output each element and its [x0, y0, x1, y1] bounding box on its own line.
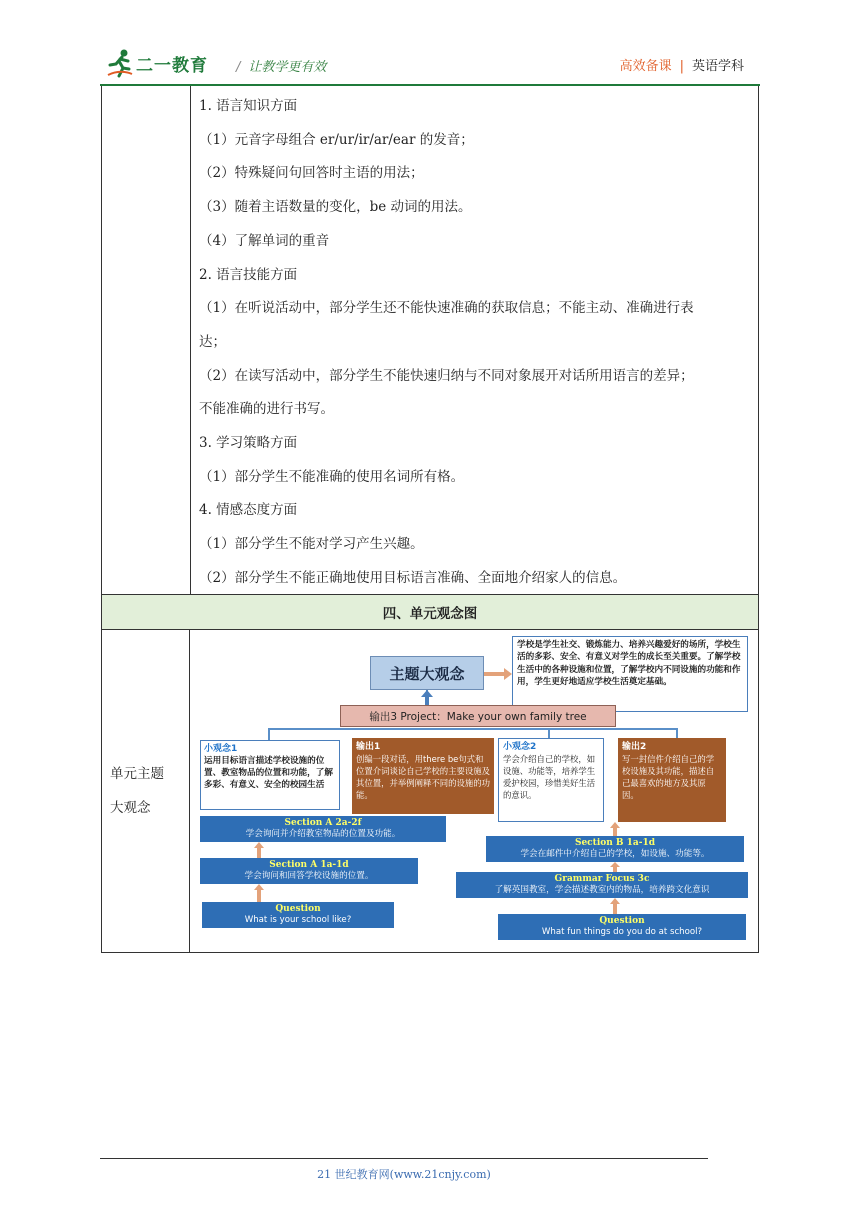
minor1-text: 运用目标语言描述学校设施的位置、教室物品的位置和功能，了解多彩、有意义、安全的校园生活 — [204, 756, 333, 790]
secB1-title: Section B 1a-1d — [574, 838, 656, 848]
qR-text: What fun things do you do at school? — [541, 927, 703, 937]
minor2-title: 小观念2 — [503, 742, 537, 752]
analysis-line: （1）部分学生不能准确的使用名词所有格。 — [199, 468, 465, 485]
logo-text: 二一教育 — [136, 55, 208, 76]
out2-text: 写一封信件介绍自己的学校设施及其功能，描述自己最喜欢的地方及其原因。 — [622, 754, 715, 800]
arrow-up-icon — [254, 842, 264, 858]
grammar-focus-3c — [456, 872, 748, 898]
out1-text: 创编一段对话，用there be句式和位置介词谈论自己学校的主要设施及其位置，并举例阐释不同的设施的功能。 — [356, 754, 490, 800]
header-subject — [620, 55, 744, 74]
out2-title: 输出2 — [622, 742, 647, 752]
minor-concept-2 — [498, 738, 604, 822]
arrow-right-icon — [484, 668, 512, 680]
analysis-line: （4）了解单词的重音 — [199, 232, 330, 249]
analysis-line: 不能准确的进行书写。 — [199, 401, 334, 418]
concept-label-cell — [102, 630, 190, 952]
concept-map-row — [101, 630, 759, 953]
summary-box: 学校是学生社交、锻炼能力、培养兴趣爱好的场所，学校生活的多彩、安全、有意义对学生的成长至关重要。了解学校生活中的各种设施和位置，了解学校内不同设施的功能和作用，学生更好地适应学校生活奠定基础。 — [512, 636, 748, 712]
footer-divider — [100, 1158, 708, 1159]
analysis-line: （3）随着主语数量的变化，be 动词的用法。 — [199, 199, 472, 216]
arrow-up-icon — [610, 822, 620, 836]
theme-box: 主题大观念 — [370, 656, 484, 690]
section-a-2a-2f — [200, 816, 446, 842]
secA2-title: Section A 2a-2f — [284, 818, 362, 828]
concept-map-cell — [190, 630, 758, 952]
analysis-line: 4. 情感态度方面 — [199, 502, 298, 519]
concept-map-diagram — [198, 632, 754, 938]
out1-title: 输出1 — [356, 742, 381, 752]
analysis-line: （1）部分学生不能对学习产生兴趣。 — [199, 536, 424, 553]
footer-text: 21 世纪教育网(www.21cnjy.com) — [317, 1168, 491, 1181]
question-left — [202, 902, 394, 928]
qL-text: What is your school like? — [244, 915, 352, 925]
analysis-line: 达； — [199, 333, 226, 350]
analysis-line: （2）在读写活动中，部分学生不能快速归纳与不同对象展开对话所用语言的差异； — [199, 367, 694, 384]
gF-title: Grammar Focus 3c — [554, 874, 650, 884]
qR-title: Question — [599, 916, 645, 926]
connector-line — [268, 728, 678, 730]
logo — [106, 48, 208, 78]
minor1-title: 小观念1 — [204, 744, 238, 754]
output-1 — [352, 738, 494, 814]
concept-label-line2: 大观念 — [110, 800, 151, 816]
concept-label-line1: 单元主题 — [110, 766, 164, 782]
section-title: 四、单元观念图 — [382, 606, 478, 622]
qL-title: Question — [275, 904, 321, 914]
arrow-up-icon — [254, 884, 264, 902]
arrow-up-icon — [421, 690, 433, 706]
analysis-line: （1）元音字母组合 er/ur/ir/ar/ear 的发音； — [199, 131, 474, 148]
analysis-line: （2）特殊疑问句回答时主语的用法； — [199, 165, 424, 182]
slogan: / 让教学更有效 — [236, 60, 327, 75]
analysis-content — [191, 86, 758, 594]
slogan-text: 让教学更有效 — [248, 60, 327, 75]
lesson-table — [101, 86, 759, 953]
output-2 — [618, 738, 726, 822]
secA2-text: 学会询问并介绍教室物品的位置及功能。 — [245, 829, 401, 839]
header-subject-name: 英语学科 — [691, 59, 744, 74]
section-title-row — [101, 595, 759, 630]
secA1-text: 学会询问和回答学校设施的位置。 — [244, 871, 374, 881]
runner-logo-icon — [106, 48, 134, 78]
page-header — [100, 44, 760, 84]
minor2-text: 学会介绍自己的学校，如设施、功能等，培养学生爱护校园，珍惜美好生活的意识。 — [503, 754, 596, 800]
section-a-1a-1d — [200, 858, 418, 884]
connector-line — [268, 728, 270, 740]
minor-concept-1 — [200, 740, 340, 810]
analysis-line: 1. 语言知识方面 — [199, 98, 298, 114]
question-right — [498, 914, 746, 940]
analysis-label-cell — [102, 86, 191, 594]
header-separator: | — [679, 59, 684, 74]
gF-text: 了解英国教室，学会描述教室内的物品，培养跨文化意识 — [494, 885, 710, 895]
arrow-up-icon — [610, 898, 620, 914]
analysis-line: （1）在听说活动中，部分学生还不能快速准确的获取信息；不能主动、准确进行表 — [199, 300, 694, 317]
analysis-row — [101, 86, 759, 595]
arrow-up-icon — [610, 862, 620, 872]
section-b-1a-1d — [486, 836, 744, 862]
analysis-line: （2）部分学生不能正确地使用目标语言准确、全面地介绍家人的信息。 — [199, 569, 627, 586]
analysis-line: 3. 学习策略方面 — [199, 435, 298, 452]
secB1-text: 学会在邮件中介绍自己的学校，如设施、功能等。 — [520, 849, 710, 859]
header-tag: 高效备课 — [619, 59, 672, 74]
connector-line — [548, 728, 550, 738]
secA1-title: Section A 1a-1d — [269, 860, 349, 870]
output3-box: 输出3 Project：Make your own family tree — [340, 705, 616, 727]
connector-line — [676, 728, 678, 738]
analysis-line: 2. 语言技能方面 — [199, 266, 298, 283]
